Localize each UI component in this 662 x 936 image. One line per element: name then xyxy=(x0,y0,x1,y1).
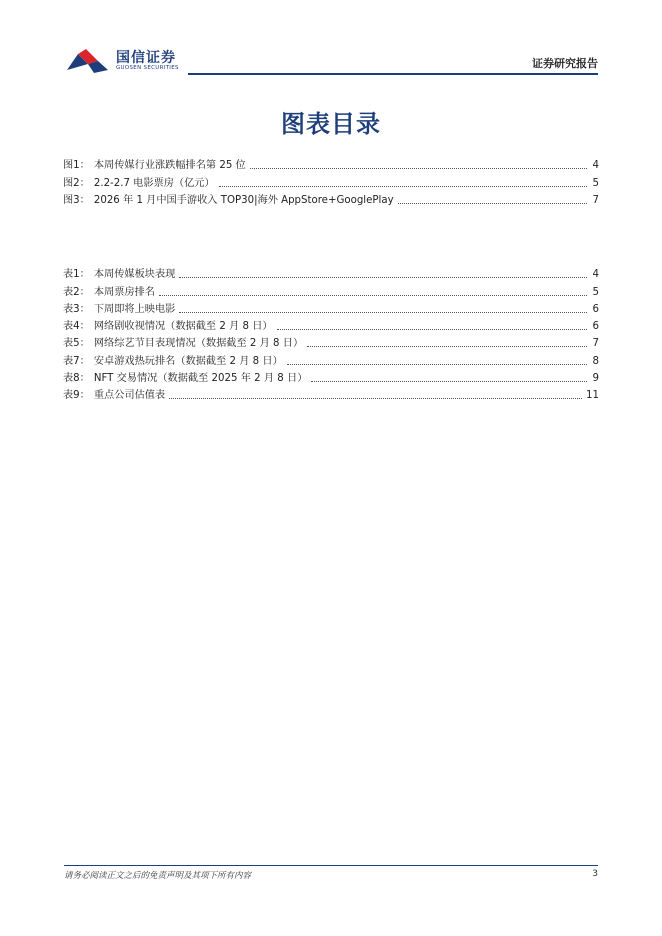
entry-label: 图3 xyxy=(63,194,80,206)
logo-english-name: GUOSEN SECURITIES xyxy=(116,65,179,71)
page-number: 3 xyxy=(592,869,598,879)
toc-entry-table-3[interactable] xyxy=(63,299,599,316)
dot-leader xyxy=(169,398,582,399)
entry-page-number: 5 xyxy=(592,177,599,189)
toc-entry-table-9[interactable] xyxy=(63,385,599,402)
toc-entry-table-4[interactable] xyxy=(63,316,599,333)
toc-entry-table-1[interactable] xyxy=(63,264,599,281)
page-title: 图表目录 xyxy=(281,110,381,138)
dot-leader xyxy=(250,168,587,169)
entry-label: 图2 xyxy=(63,177,80,189)
dot-leader xyxy=(179,312,587,313)
entry-page-number: 6 xyxy=(592,321,599,333)
entry-text: 重点公司估值表 xyxy=(93,390,166,402)
logo-mark-icon xyxy=(64,46,112,76)
entry-label: 表3 xyxy=(63,303,80,315)
entry-text: 网络综艺节目表现情况（数据截至 2 月 8 日） xyxy=(93,338,304,350)
dot-leader xyxy=(398,203,587,204)
entry-page-number: 6 xyxy=(592,303,599,315)
dot-leader xyxy=(159,295,587,296)
report-type-label: 证券研究报告 xyxy=(532,57,598,70)
disclaimer-note: 请务必阅读正文之后的免责声明及其项下所有内容 xyxy=(64,871,252,881)
entry-label: 图1 xyxy=(63,160,80,172)
entry-page-number: 11 xyxy=(586,390,599,402)
entry-separator: ： xyxy=(79,355,90,367)
entry-label: 表7 xyxy=(63,355,80,367)
entry-text: NFT 交易情况（数据截至 2025 年 2 月 8 日） xyxy=(93,373,308,385)
entry-separator: ： xyxy=(79,177,90,189)
toc-entry-figure-1[interactable] xyxy=(63,155,599,172)
entry-separator: ： xyxy=(79,338,90,350)
company-logo xyxy=(64,46,184,76)
entry-text: 本周传媒行业涨跌幅排名第 25 位 xyxy=(93,160,246,172)
header-divider xyxy=(188,73,598,75)
entry-separator: ： xyxy=(79,390,90,402)
entry-label: 表4 xyxy=(63,321,80,333)
logo-chinese-name: 国信证券 xyxy=(116,50,176,66)
entry-page-number: 7 xyxy=(592,338,599,350)
entry-separator: ： xyxy=(79,303,90,315)
toc-entry-table-5[interactable] xyxy=(63,333,599,350)
entry-separator: ： xyxy=(79,160,90,172)
entry-text: 本周票房排名 xyxy=(93,286,155,298)
dot-leader xyxy=(219,186,587,187)
entry-text: 安卓游戏热玩排名（数据截至 2 月 8 日） xyxy=(93,355,283,367)
entry-separator: ： xyxy=(79,194,90,206)
entry-page-number: 4 xyxy=(592,269,599,281)
entry-label: 表5 xyxy=(63,338,80,350)
entry-label: 表8 xyxy=(63,373,80,385)
entry-page-number: 7 xyxy=(592,194,599,206)
toc-entry-table-2[interactable] xyxy=(63,281,599,298)
entry-page-number: 8 xyxy=(592,355,599,367)
dot-leader xyxy=(311,381,587,382)
entry-label: 表9 xyxy=(63,390,80,402)
entry-text: 下周即将上映电影 xyxy=(93,303,176,315)
dot-leader xyxy=(277,329,587,330)
table-list xyxy=(63,264,599,402)
entry-text: 2.2-2.7 电影票房（亿元） xyxy=(93,177,215,189)
dot-leader xyxy=(179,277,587,278)
entry-label: 表2 xyxy=(63,286,80,298)
toc-entry-table-8[interactable] xyxy=(63,368,599,385)
toc-entry-figure-3[interactable] xyxy=(63,190,599,207)
dot-leader xyxy=(287,364,587,365)
entry-label: 表1 xyxy=(63,269,80,281)
page-header xyxy=(0,0,662,80)
figure-list xyxy=(63,155,599,207)
footer-divider xyxy=(64,865,598,866)
toc-entry-table-7[interactable] xyxy=(63,350,599,367)
entry-text: 本周传媒板块表现 xyxy=(93,269,176,281)
toc-entry-figure-2[interactable] xyxy=(63,172,599,189)
entry-separator: ： xyxy=(79,286,90,298)
dot-leader xyxy=(307,346,587,347)
entry-page-number: 4 xyxy=(592,160,599,172)
entry-text: 2026 年 1 月中国手游收入 TOP30|海外 AppStore+GooglePlay xyxy=(93,194,394,206)
entry-text: 网络剧收视情况（数据截至 2 月 8 日） xyxy=(93,321,273,333)
entry-separator: ： xyxy=(79,321,90,333)
entry-page-number: 5 xyxy=(592,286,599,298)
entry-separator: ： xyxy=(79,269,90,281)
entry-page-number: 9 xyxy=(592,373,599,385)
entry-separator: ： xyxy=(79,373,90,385)
